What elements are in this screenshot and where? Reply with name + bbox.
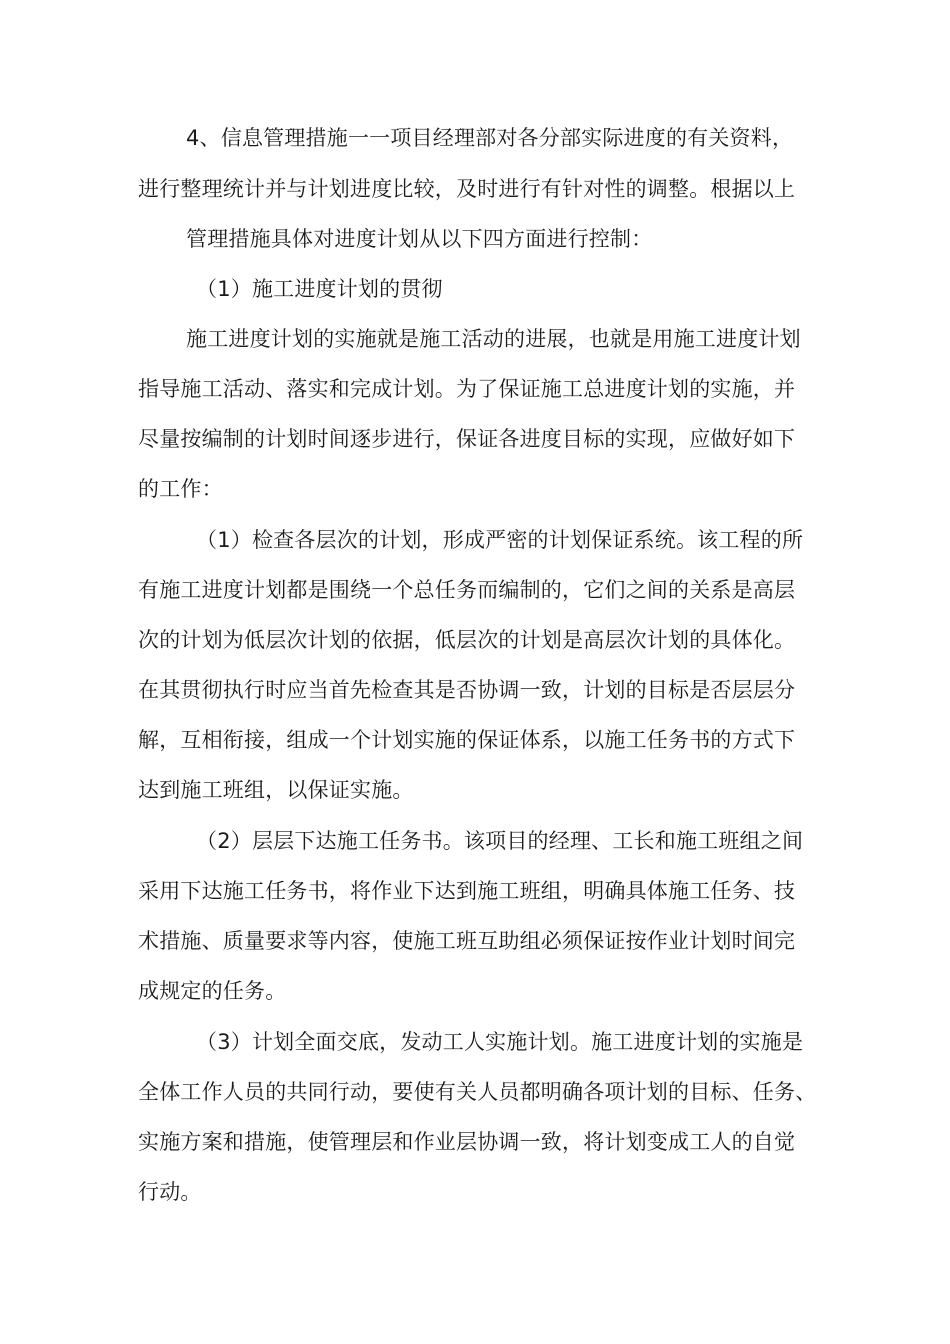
item-1-line-3: 次的计划为低层次计划的依据，低层次的计划是高层次计划的具体化。 (138, 628, 796, 652)
item-2-line-2: 采用下达施工任务书，将作业下达到施工班组，明确具体施工任务、技 (138, 879, 796, 903)
item-2-line-4: 成规定的任务。 (138, 979, 287, 1003)
item-2-line-1: （2）层层下达施工任务书。该项目的经理、工长和施工班组之间 (196, 829, 804, 853)
item-2-line-3: 术措施、质量要求等内容，使施工班互助组必须保证按作业计划时间完 (138, 929, 796, 953)
item-1-line-4: 在其贯彻执行时应当首先检查其是否协调一致，计划的目标是否层层分 (138, 678, 796, 702)
paragraph-implementation-line-3: 尽量按编制的计划时间逐步进行，保证各进度目标的实现，应做好如下 (138, 427, 796, 451)
item-3-line-1: （3）计划全面交底，发动工人实施计划。施工进度计划的实施是 (196, 1030, 804, 1054)
section-heading-plan-implementation: （1）施工进度计划的贯彻 (196, 277, 443, 301)
item-3-line-4: 行动。 (138, 1180, 202, 1204)
paragraph-implementation-line-2: 指导施工活动、落实和完成计划。为了保证施工总进度计划的实施，并 (138, 377, 796, 401)
item-1-line-5: 解，互相衔接，组成一个计划实施的保证体系，以施工任务书的方式下 (138, 728, 796, 752)
item-3-line-3: 实施方案和措施，使管理层和作业层协调一致，将计划变成工人的自觉 (138, 1130, 796, 1154)
paragraph-info-measures-line-1: 4、信息管理措施一一项目经理部对各分部实际进度的有关资料， (186, 126, 794, 150)
paragraph-implementation-line-4: 的工作： (138, 477, 223, 501)
item-3-line-2: 全体工作人员的共同行动，要使有关人员都明确各项计划的目标、任务、 (138, 1080, 817, 1104)
item-1-line-6: 达到施工班组，以保证实施。 (138, 778, 414, 802)
paragraph-info-measures-line-3: 管理措施具体对进度计划从以下四方面进行控制： (186, 227, 653, 251)
paragraph-implementation-line-1: 施工进度计划的实施就是施工活动的进展，也就是用施工进度计划 (186, 327, 801, 351)
item-1-line-1: （1）检查各层次的计划，形成严密的计划保证系统。该工程的所 (196, 528, 804, 552)
item-1-line-2: 有施工进度计划都是围绕一个总任务而编制的，它们之间的关系是高层 (138, 578, 796, 602)
paragraph-info-measures-line-2: 进行整理统计并与计划进度比较，及时进行有针对性的调整。根据以上 (138, 177, 796, 201)
